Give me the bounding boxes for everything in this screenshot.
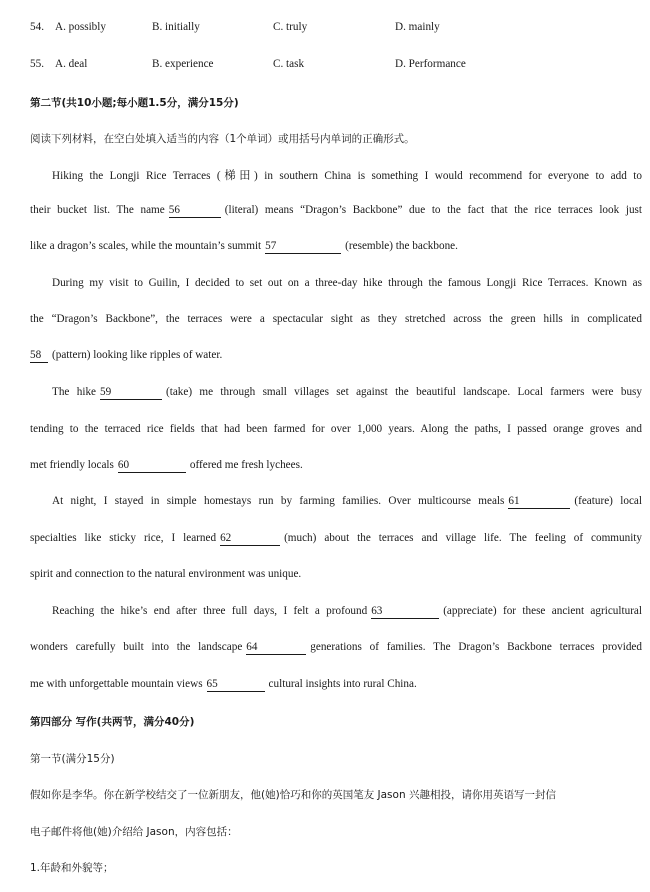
passage-line: 58 (pattern) looking like ripples of water.: [30, 349, 223, 361]
option-b: B. experience: [152, 58, 214, 70]
option-d: D. Performance: [395, 58, 466, 70]
passage-line: During my visit to Guilin, I decided to set out on a three-day hike through the famous Longji Rice Terraces. Known as: [52, 277, 642, 289]
writing-prompt: 假如你是李华。你在新学校结交了一位新朋友，他(她)恰巧和你的英国笔友 Jason 兴趣相投，请你用英语写一封信: [30, 789, 556, 801]
blank-65[interactable]: 65: [207, 678, 265, 692]
option-d: D. mainly: [395, 21, 440, 33]
prompt-item: 1.年龄和外貌等；: [30, 862, 114, 874]
blank-60[interactable]: 60: [118, 459, 186, 473]
option-c: C. task: [273, 58, 305, 70]
passage-line: specialties like sticky rice, I learned 62 (much) about the terraces and village life. The feeling of community: [30, 532, 642, 544]
passage-line: me with unforgettable mountain views 65 cultural insights into rural China.: [30, 678, 417, 690]
blank-62[interactable]: 62: [220, 532, 280, 546]
blank-64[interactable]: 64: [246, 641, 306, 655]
section-heading: 第一节(满分15分): [30, 753, 115, 765]
question-number: 55.: [30, 58, 44, 70]
blank-58[interactable]: 58: [30, 349, 48, 363]
blank-61[interactable]: 61: [508, 495, 570, 509]
blank-59[interactable]: 59: [100, 386, 162, 400]
passage-line: tending to the terraced rice fields that had been farmed for over 1,000 years. Along the paths, I passed orange groves and: [30, 423, 642, 435]
passage-line: The hike 59 (take) me through small villages set against the beautiful landscape. Local farmers were busy: [52, 386, 642, 398]
part-heading: 第四部分 写作(共两节，满分40分): [30, 716, 195, 728]
option-a: A. possibly: [55, 21, 106, 33]
section-heading: 第二节(共10小题;每小题1.5分，满分15分): [30, 97, 239, 109]
passage-line: At night, I stayed in simple homestays run by farming families. Over multicourse meals 61 (feature) local: [52, 495, 642, 507]
writing-prompt: 电子邮件将他(她)介绍给 Jason，内容包括：: [30, 826, 238, 838]
passage-line: the “Dragon’s Backbone”, the terraces were a spectacular sight as they stretched across the green hills in complicated: [30, 313, 642, 325]
passage-line: met friendly locals 60 offered me fresh lychees.: [30, 459, 303, 471]
passage-line: their bucket list. The name 56 (literal) means “Dragon’s Backbone” due to the fact that the rice terraces look just: [30, 204, 643, 216]
option-a: A. deal: [55, 58, 88, 70]
option-b: B. initially: [152, 21, 200, 33]
option-c: C. truly: [273, 21, 308, 33]
question-number: 54.: [30, 21, 44, 33]
passage-line: like a dragon’s scales, while the mountain’s summit 57 (resemble) the backbone.: [30, 240, 458, 252]
passage-line: Hiking the Longji Rice Terraces (梯田) in southern China is something I would recommend for everyone to add to: [52, 170, 642, 182]
blank-57[interactable]: 57: [265, 240, 341, 254]
blank-63[interactable]: 63: [371, 605, 439, 619]
passage-line: wonders carefully built into the landscape 64 generations of families. The Dragon’s Backbone terraces provided: [30, 641, 642, 653]
blank-56[interactable]: 56: [169, 204, 221, 218]
section-instruction: 阅读下列材料，在空白处填入适当的内容（1个单词）或用括号内单词的正确形式。: [30, 133, 415, 145]
passage-line: spirit and connection to the natural environment was unique.: [30, 568, 302, 580]
passage-line: Reaching the hike’s end after three full days, I felt a profound 63 (appreciate) for these ancient agricultural: [52, 605, 642, 617]
